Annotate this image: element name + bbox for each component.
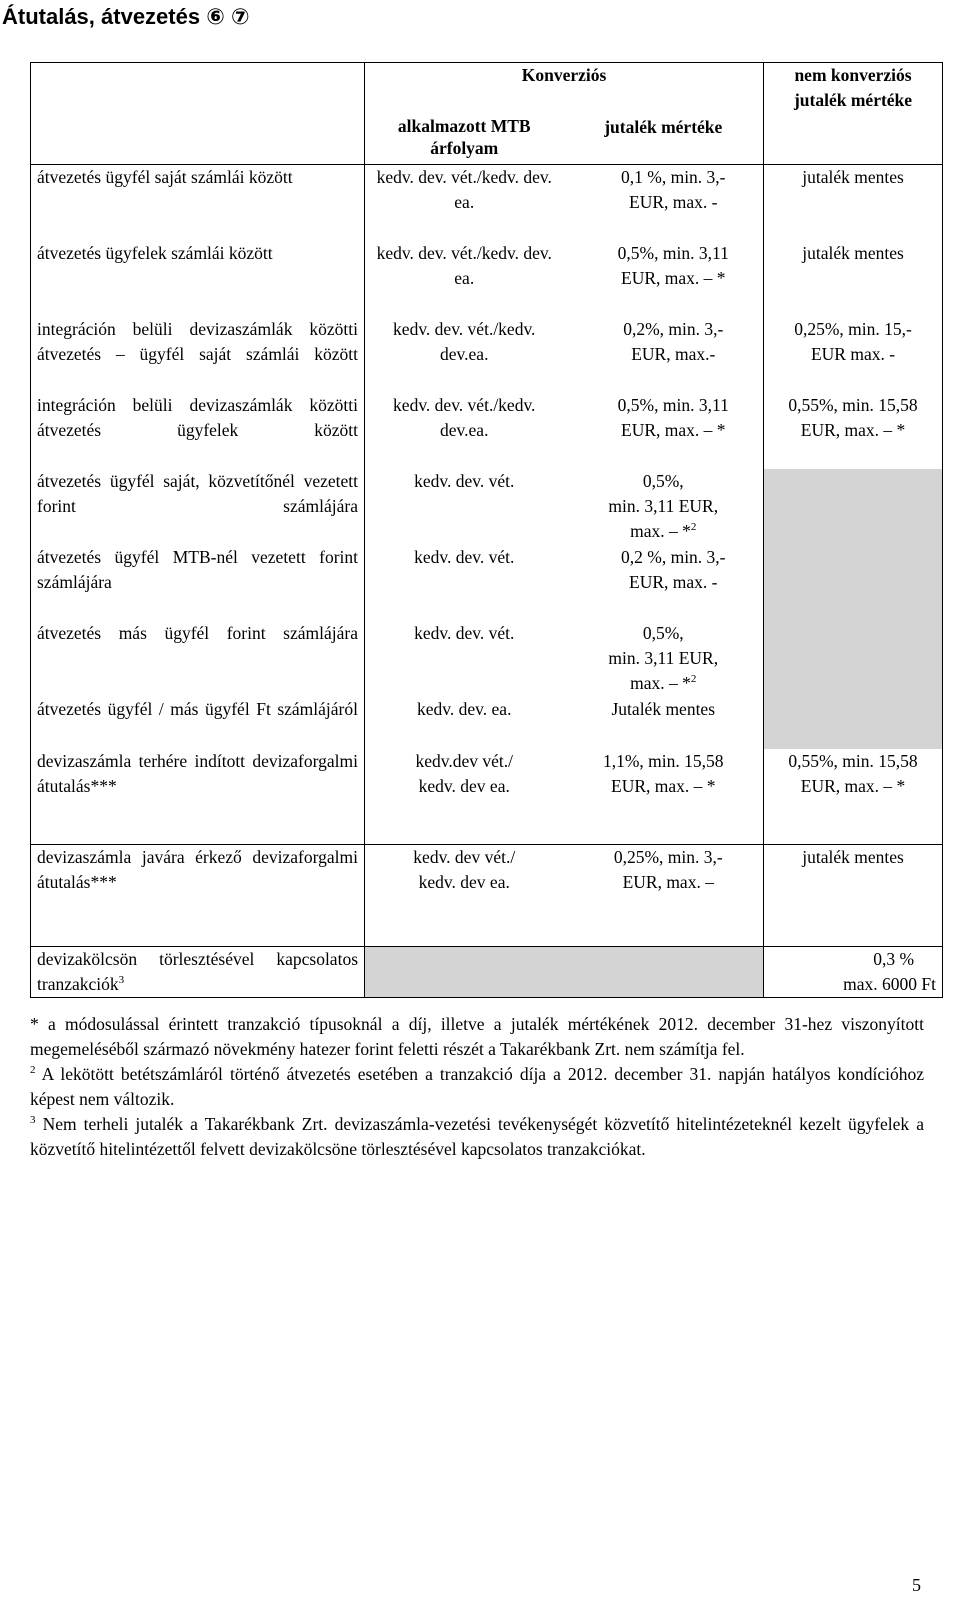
footnote-3: $^3$ Nem terheli jutalék a Takarékbank Zrt. devizaszámla-vezetési tevékenységét közvetítő hitelintézeteknél kezelt ügyfelek a közvetítő hitelintézettől felvett devizakölcsöne törlesztésével kapcsolatos tranzakciókat. <box>30 1114 924 1159</box>
fee-line: 0,5%, <box>642 622 684 643</box>
footnote-2: $^2$ A lekötött betétszámláról történő átvezetés esetében a tranzakció díja a 2012. december 31. napján hatályos kondícióhoz képest nem változik. <box>30 1064 924 1109</box>
table-row <box>31 749 943 845</box>
row-description: devizaszámla terhére indított devizaforgalmi átutalás*** <box>31 749 365 845</box>
page-number: 5 <box>912 1575 921 1595</box>
row-nonconv-shaded <box>764 621 943 697</box>
row-rate: kedv. dev. ea. <box>417 698 512 719</box>
footnote-ref-2: 2 <box>690 672 697 685</box>
row-fee: 1,1%, min. 15,58 EUR, max. – * <box>602 750 724 796</box>
fee-line: max. – *$^2$ <box>630 672 697 693</box>
row-fee: 0,5%, min. 3,11 EUR, max. – * <box>617 242 729 288</box>
row-description: átvezetés ügyfelek számlái között <box>31 241 365 317</box>
row-fee: 0,5%, min. 3,11 EUR, max. – * <box>617 394 729 440</box>
row-description: devizakölcsön törlesztésével kapcsolatos tranzakciók$^3$ <box>31 947 365 998</box>
row-rate: kedv. dev. vét. <box>414 622 515 643</box>
footnote-ref-2: 2 <box>690 520 697 533</box>
row-fee-shaded <box>564 947 764 998</box>
row-description: integráción belüli devizaszámlák közötti átvezetés – ügyfél saját számlái között <box>31 317 365 393</box>
fee-line: max. – *$^2$ <box>630 520 697 541</box>
fee-line: min. 3,11 EUR, <box>608 495 719 516</box>
footnotes <box>30 1012 924 1162</box>
table-row <box>31 947 943 998</box>
row-nonconv: jutalék mentes <box>764 241 943 317</box>
header-jutalek-merteke: jutalék mértéke <box>604 116 723 137</box>
row-description: átvezetés ügyfél saját, közvetítőnél vezetett forint számlájára <box>31 469 365 545</box>
row-rate: kedv. dev. vét. <box>414 470 515 491</box>
row-rate: kedv. dev vét./ kedv. dev ea. <box>365 845 564 947</box>
table-row <box>31 621 943 697</box>
row-nonconv-shaded <box>764 697 943 749</box>
row-fee: 0,1 %, min. 3,- EUR, max. - <box>564 165 764 241</box>
table-row <box>31 241 943 317</box>
row-nonconv: 0,55%, min. 15,58 EUR, max. – * <box>764 393 943 469</box>
table-row <box>31 469 943 545</box>
footnote-ref-3: 3 <box>118 974 125 987</box>
row-description: átvezetés ügyfél MTB-nél vezetett forint számlájára <box>31 545 365 621</box>
header-konverzios: Konverziós <box>365 63 764 115</box>
header-row-1 <box>31 63 943 115</box>
row-rate: kedv. dev. vét./kedv. dev.ea. <box>393 394 536 440</box>
row-rate: kedv. dev. vét. <box>414 546 515 567</box>
footnote-star: * a módosulással érintett tranzakció típusoknál a díj, illetve a jutalék mértékének 2012. december 31-hez viszonyított megemeléséből származó növekmény hatezer forint feletti részét a Takarékbank Zrt. nem számítja fel. <box>30 1014 924 1059</box>
row-description: integráción belüli devizaszámlák közötti átvezetés ügyfelek között <box>31 393 365 469</box>
row-rate: kedv. dev. vét./kedv. dev. ea. <box>365 165 564 241</box>
table-row <box>31 697 943 749</box>
row-rate: kedv. dev. vét./kedv. dev. ea. <box>376 242 552 288</box>
fee-line: min. 3,11 EUR, <box>608 647 719 668</box>
row-rate: kedv.dev vét./ kedv. dev ea. <box>415 750 513 796</box>
header-arfolyam: alkalmazott MTB árfolyam <box>397 115 531 158</box>
header-nem-konverzios: nem konverziós jutalék mértéke <box>764 63 943 165</box>
row-description: átvezetés más ügyfél forint számlájára <box>31 621 365 697</box>
table-row <box>31 317 943 393</box>
row-nonconv: 0,25%, min. 15,- EUR max. - <box>764 317 943 393</box>
row-rate: kedv. dev. vét./kedv. dev.ea. <box>393 318 536 364</box>
fee-table <box>30 62 943 998</box>
row-fee: 0,2 %, min. 3,- EUR, max. - <box>621 546 726 592</box>
row-nonconv: 0,55%, min. 15,58 EUR, max. – * <box>764 749 943 845</box>
page-title: Átutalás, átvezetés ⑥ ⑦ <box>2 4 250 29</box>
row-nonconv: jutalék mentes <box>764 165 943 241</box>
table-row <box>31 393 943 469</box>
table-row <box>31 165 943 241</box>
table-row <box>31 845 943 947</box>
table-row <box>31 545 943 621</box>
row-description: átvezetés ügyfél / más ügyfél Ft számlájáról <box>31 697 365 749</box>
row-nonconv <box>764 947 943 998</box>
row-description: átvezetés ügyfél saját számlái között <box>31 165 365 241</box>
row-fee: 0,2%, min. 3,- EUR, max.- <box>623 318 724 364</box>
row-nonconv-shaded <box>764 545 943 621</box>
row-fee: Jutalék mentes <box>611 698 716 719</box>
nonconv-line: 0,3 % <box>873 949 915 969</box>
row-fee <box>564 469 764 545</box>
row-fee <box>564 621 764 697</box>
row-description: devizaszámla javára érkező devizaforgalmi átutalás*** <box>31 845 365 947</box>
row-rate-shaded <box>365 947 564 998</box>
row-nonconv: jutalék mentes <box>764 845 943 947</box>
row-fee: 0,25%, min. 3,- EUR, max. – <box>564 845 764 947</box>
fee-line: 0,5%, <box>642 470 684 491</box>
nonconv-line: max. 6000 Ft <box>843 974 937 994</box>
row-nonconv-shaded <box>764 469 943 545</box>
